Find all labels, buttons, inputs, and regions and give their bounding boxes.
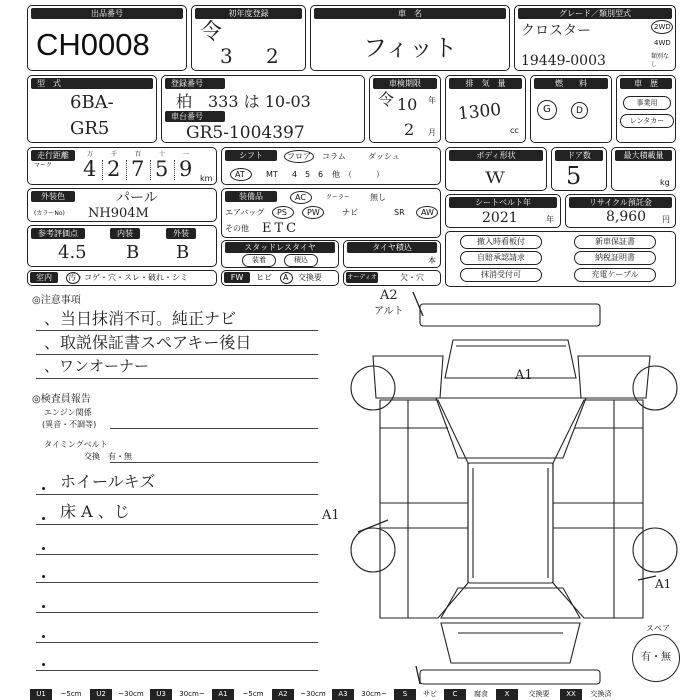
car-name-header: 車 名 <box>314 8 506 19</box>
engine-rule <box>110 428 318 429</box>
audio-label: オーディオ <box>347 274 377 281</box>
shift-other-blank: （ ） <box>344 170 384 179</box>
recycle-value: 8,960 <box>606 209 647 225</box>
diagram-left-fender <box>373 356 443 398</box>
engine-sub: (異音・不調等) <box>42 420 97 429</box>
doc-sign: 撤入時看板付 <box>460 235 542 249</box>
diagram-mark-alt: アルト <box>374 306 404 317</box>
grade-name: クロスター <box>521 23 591 39</box>
inspector-rule <box>36 524 318 525</box>
equip-pw: PW <box>307 208 320 217</box>
legend-key: A3 <box>332 689 354 700</box>
doors-header: ドア数 <box>555 150 603 161</box>
mileage-digit: 9 <box>179 157 193 181</box>
mileage-digit: 4 <box>83 157 97 181</box>
inspector-title: ◎検査員報告 <box>32 394 91 405</box>
lot-number: CH0008 <box>36 27 150 62</box>
shift-floor: フロア <box>287 152 311 161</box>
capacity-box <box>611 147 676 191</box>
inspector-rule <box>36 642 318 643</box>
lot-number-header: 出品番号 <box>31 8 183 19</box>
diagram-tailgate <box>441 623 580 663</box>
model-line2: GR5 <box>70 118 110 139</box>
audio-items: 欠・穴 <box>400 273 424 282</box>
color-value: パール <box>116 190 158 206</box>
fuel-g-label: G <box>543 104 551 115</box>
legend-key: XX <box>560 689 582 700</box>
score-total: 4.5 <box>58 242 87 263</box>
mileage-unit-label: 一 <box>183 151 190 158</box>
equip-other-value: ETC <box>262 221 300 236</box>
shift-other: 他 <box>332 170 340 179</box>
equip-airbag: エアバッグ <box>225 208 265 217</box>
recycle-box <box>565 194 676 228</box>
shift-dash: ダッシュ <box>368 152 400 161</box>
first-registration-box <box>191 5 306 71</box>
legend-key: S <box>394 689 416 700</box>
mileage-box <box>27 147 217 185</box>
car-name-box <box>310 5 510 71</box>
legend-key: A2 <box>272 689 294 700</box>
mileage-header: 走行距離 <box>31 150 75 161</box>
audio-row <box>343 270 441 286</box>
diagram-roof <box>468 463 553 583</box>
diagram-wheel-fl <box>351 366 395 410</box>
displacement-unit: cc <box>510 126 519 135</box>
mileage-divider <box>102 160 103 180</box>
legend-key: U2 <box>90 689 112 700</box>
recycle-header: リサイクル預託金 <box>569 197 672 208</box>
inspector-rule <box>36 554 318 555</box>
legend-key: C <box>444 689 466 700</box>
legend-value: 30cm~ <box>361 690 387 698</box>
note-line-3-text: ワンオーナー <box>59 357 150 375</box>
displacement-box <box>445 75 526 143</box>
car-name: フィット <box>363 34 458 62</box>
grade-code: 19449-0003 <box>521 53 606 69</box>
body-style: ｗ <box>484 164 507 189</box>
model-header: 型 式 <box>31 78 153 89</box>
inspector-rule <box>36 670 318 671</box>
shift-5: 5 <box>305 170 311 179</box>
inspector-rule <box>36 582 318 583</box>
studless-header: スタッドレスタイヤ <box>225 242 335 253</box>
diagram-mark-a1-right: A1 <box>655 577 672 591</box>
tire-stack-header: タイヤ積込 <box>347 242 437 253</box>
score-interior: B <box>126 242 140 263</box>
inspector-bullet <box>42 635 45 638</box>
inspector-bullet <box>42 547 45 550</box>
legend-key: A1 <box>212 689 234 700</box>
doors-value: 5 <box>566 162 582 190</box>
fw-a: A <box>283 273 289 282</box>
grade-header: グレード／類別型式 <box>518 8 672 19</box>
diagram-right-fender <box>578 356 650 398</box>
note-line-1-text: 当日抹消不可。純正ナビ <box>60 309 237 328</box>
score-box <box>27 225 217 267</box>
mileage-divider <box>126 160 127 180</box>
docs-box <box>445 231 676 287</box>
inspection-month: 2 <box>404 120 415 139</box>
diagram-mark-a2: A2 <box>380 288 398 303</box>
inspection-box <box>369 75 441 143</box>
mileage-unit-label: 千 <box>111 151 118 158</box>
legend-value: ~5cm <box>60 690 82 698</box>
belt-label: タイミングベルト <box>44 440 108 449</box>
diagram-wheel-rr <box>633 528 677 572</box>
registration-era: 令 <box>200 20 223 45</box>
equipment-box <box>221 188 441 238</box>
legend-value: ~30cm <box>118 690 144 698</box>
lot-number-box <box>27 5 187 71</box>
doc-insurance: 自賠承認請求 <box>460 251 542 265</box>
model-box <box>27 75 157 143</box>
equip-other-label: その他 <box>225 224 249 233</box>
equipment-header: 装備品 <box>225 191 277 202</box>
legend-value: 30cm~ <box>179 690 205 698</box>
equip-cooler: クーラー <box>326 194 351 201</box>
inspection-header: 車検期限 <box>373 78 437 89</box>
inspector-bullet <box>42 663 45 666</box>
fuel-d-label: D <box>576 106 583 116</box>
inspector-rule <box>36 612 318 613</box>
fw-replace: 交換要 <box>298 273 322 282</box>
inspector-bullet <box>42 575 45 578</box>
equip-none: 無し <box>370 193 386 202</box>
shift-column: コラム <box>322 152 346 161</box>
mileage-unit-label: 百 <box>135 151 142 158</box>
note-line-3: 、ワンオーナー <box>44 357 150 375</box>
notes-rule-2 <box>36 354 318 355</box>
doc-new-warranty: 新車保証書 <box>574 235 656 249</box>
equip-navi: ナビ <box>342 208 358 217</box>
displacement-header: 排 気 量 <box>449 78 522 89</box>
plate-number: 柏 333 は 10-03 <box>176 92 311 111</box>
history-rental: レンタカー <box>620 114 674 128</box>
diagram-rear-bumper <box>420 670 600 684</box>
seatbelt-unit: 年 <box>546 215 554 224</box>
tire-stack-box <box>343 240 441 268</box>
mileage-digit: 5 <box>155 157 169 181</box>
drive-2wd-label: 2WD <box>654 23 671 31</box>
first-registration-header: 初年度登録 <box>195 8 302 19</box>
shift-header: シフト <box>225 150 277 161</box>
notes-rule-3 <box>36 378 318 379</box>
shift-box <box>221 147 441 185</box>
mileage-unit-label: 万 <box>87 151 94 158</box>
inspection-era: 令 <box>378 90 395 109</box>
body-style-header: ボディ形状 <box>449 150 543 161</box>
studless-loaded: 積込 <box>284 254 318 267</box>
registration-month: 2 <box>266 44 279 68</box>
note-line-2-text: 取説保証書スペアキー後日 <box>60 333 252 352</box>
capacity-unit: kg <box>660 178 670 187</box>
registration-year: 3 <box>220 44 233 68</box>
score-exterior-header: 外装 <box>166 228 196 239</box>
mileage-unit: km <box>200 174 213 183</box>
equip-sr: SR <box>394 208 405 217</box>
capacity-header: 最大積載量 <box>615 150 672 161</box>
note-line-2: 、取説保証書スペアキー後日 <box>44 333 252 352</box>
shift-6: 6 <box>318 170 324 179</box>
history-box <box>616 75 676 143</box>
studless-fitted: 装着 <box>242 254 276 267</box>
score-interior-header: 内装 <box>110 228 140 239</box>
note-line-1: 、当日抹消不可。純正ナビ <box>44 309 237 328</box>
inspector-bullet <box>42 487 45 490</box>
interior-label: 室内 <box>30 272 58 283</box>
doc-tax: 納税証明書 <box>574 251 656 265</box>
diagram-wheel-rl <box>351 528 395 572</box>
inspection-month-unit: 月 <box>428 128 436 137</box>
spare-label: スペア <box>646 624 670 633</box>
chassis-number: GR5-1004397 <box>186 123 305 143</box>
legend-value: サビ <box>423 690 437 698</box>
recycle-unit: 円 <box>662 215 670 224</box>
inspection-year: 10 <box>397 95 418 114</box>
inspector-line-1: ホイールキズ <box>60 472 156 491</box>
legend-value: 腐食 <box>474 690 488 698</box>
shift-mt: MT <box>266 170 278 179</box>
seatbelt-box <box>445 194 561 228</box>
seatbelt-header: シートベルト年 <box>449 197 557 208</box>
diagram-wheel-fr <box>633 366 677 410</box>
equip-ac: AC <box>295 193 306 202</box>
studless-box <box>221 240 339 268</box>
mileage-mark: マーク <box>34 162 53 169</box>
plate-header: 登録番号 <box>165 78 225 89</box>
score-total-header: 参考評価点 <box>31 228 85 239</box>
color-no-label: (カラーNo) <box>34 210 65 217</box>
fw-crack: ヒビ <box>256 273 272 282</box>
engine-label: エンジン関係 <box>44 408 92 417</box>
fuel-box <box>530 75 612 143</box>
car-diagram <box>318 288 694 688</box>
legend-value: ~5cm <box>242 690 264 698</box>
doc-charge-cable: 充電ケーブル <box>574 268 656 282</box>
model-line1: 6BA- <box>70 92 114 113</box>
interior-row <box>27 270 217 286</box>
mileage-unit-label: 十 <box>159 151 166 158</box>
color-header: 外装色 <box>31 191 75 202</box>
history-business: 事業用 <box>623 96 671 110</box>
equip-ps: PS <box>277 208 287 217</box>
legend-key: X <box>496 689 518 700</box>
diagram-front-bumper <box>420 304 600 326</box>
diagram-left-side <box>380 400 468 618</box>
doc-deregister: 抹消受付可 <box>460 268 542 282</box>
tire-stack-unit: 本 <box>428 256 436 265</box>
inspector-bullet <box>42 517 45 520</box>
chassis-header: 車台番号 <box>165 111 225 122</box>
inspector-line-2: 床 A 、じ <box>60 502 130 521</box>
inspector-rule <box>36 494 318 495</box>
legend-value: 交換要 <box>528 690 550 698</box>
fuel-header: 燃 料 <box>534 78 608 89</box>
inspector-bullet <box>42 605 45 608</box>
fw-row <box>221 270 339 286</box>
body-style-box <box>445 147 547 191</box>
diagram-rear-window <box>441 588 580 618</box>
grade-box <box>514 5 676 71</box>
shift-4: 4 <box>292 170 298 179</box>
spare-value: 有・無 <box>641 652 671 663</box>
notes-title: ◎注意事項 <box>32 295 81 306</box>
diagram-windshield <box>436 398 586 458</box>
legend-key: U3 <box>150 689 172 700</box>
plate-box <box>161 75 365 143</box>
history-header: 車 歴 <box>620 78 672 89</box>
mileage-digit: 7 <box>131 157 145 181</box>
legend-value: 交換済 <box>590 690 612 698</box>
drive-4wd-label: 4WD <box>654 39 671 47</box>
legend-key: U1 <box>30 689 52 700</box>
type-none-label: 類別なし <box>651 53 670 68</box>
belt-options: 交換 有・無 <box>84 452 132 461</box>
inspection-year-unit: 年 <box>428 96 436 105</box>
diagram-mark-a1-hood: A1 <box>515 368 533 383</box>
fw-label: FW <box>224 272 250 283</box>
doors-box <box>551 147 607 191</box>
shift-at: AT <box>235 170 245 179</box>
color-no: NH904M <box>88 206 149 221</box>
color-box <box>27 188 217 222</box>
interior-items: 汚・コゲ・穴・スレ・破れ・シミ <box>68 273 188 282</box>
mileage-divider <box>150 160 151 180</box>
diagram-right-side <box>553 400 643 618</box>
legend-value: ~30cm <box>300 690 326 698</box>
seatbelt-year: 2021 <box>482 210 518 226</box>
equip-aw: AW <box>421 208 434 217</box>
belt-rule <box>110 462 318 463</box>
mileage-divider <box>174 160 175 180</box>
score-exterior: B <box>176 242 190 263</box>
diagram-mark-a1-left: A1 <box>322 508 340 523</box>
mileage-digit: 2 <box>107 157 121 181</box>
notes-rule-1 <box>36 330 318 331</box>
displacement-value: 1300 <box>457 99 503 125</box>
